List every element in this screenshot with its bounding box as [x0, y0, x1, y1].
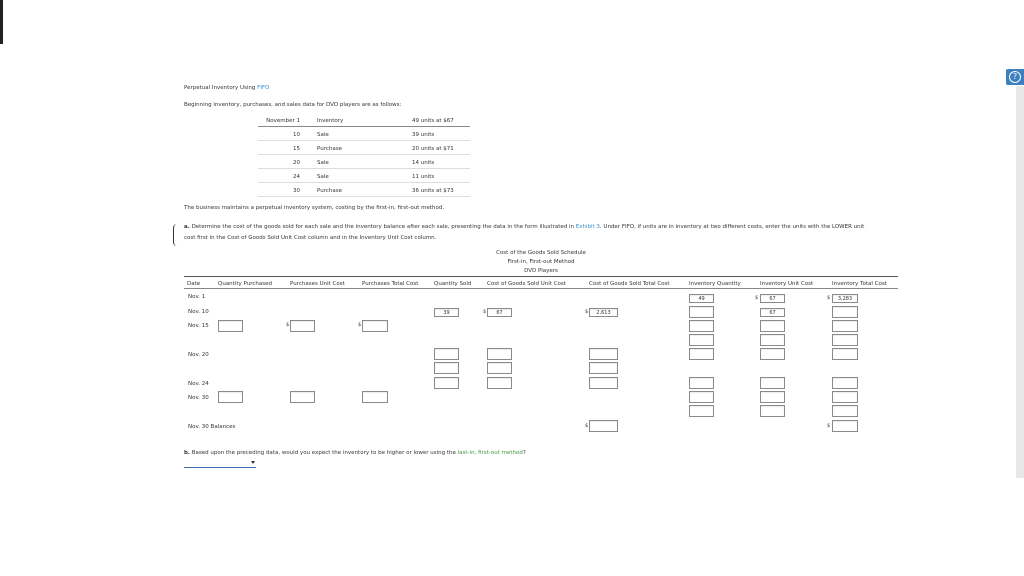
schedule-date: 24 [293, 174, 300, 180]
vertical-scrollbar[interactable] [1016, 86, 1024, 478]
col-cogs-total-cost: Cost of Goods Sold Total Cost [589, 281, 670, 287]
col-date: Date [187, 281, 201, 287]
col-purchases-total-cost: Purchases Total Cost [362, 281, 419, 287]
nov1-inventory-total-cost[interactable]: 3,283 [832, 294, 858, 303]
nov30-inventory-quantity-1[interactable] [689, 391, 714, 403]
part-a-instructions [184, 224, 864, 230]
row-label-nov15: Nov. 15 [188, 323, 209, 329]
balances-inventory-total-cost[interactable] [832, 420, 858, 432]
help-button[interactable] [1006, 69, 1024, 85]
col-purchases-unit-cost: Purchases Unit Cost [290, 281, 345, 287]
nov10-inventory-total-cost[interactable] [832, 306, 858, 318]
nov30-purchases-unit-cost[interactable] [290, 391, 315, 403]
problem-title-text: Perpetual Inventory Using [184, 85, 258, 91]
nov15-inventory-quantity-2[interactable] [689, 334, 714, 346]
table-title: Cost of the Goods Sold Schedule [496, 250, 586, 256]
lifo-link[interactable]: last-in, first-out method [457, 450, 523, 456]
schedule-type: Inventory [317, 118, 344, 124]
schedule-date: 30 [293, 188, 300, 194]
schedule-type: Sale [317, 132, 329, 138]
nov10-cogs-total-cost[interactable]: 2,613 [589, 308, 618, 317]
nov30-purchases-total-cost[interactable] [362, 391, 388, 403]
col-inventory-unit-cost: Inventory Unit Cost [760, 281, 814, 287]
nov24-quantity-sold[interactable] [434, 377, 459, 389]
higher-lower-dropdown[interactable] [184, 460, 256, 468]
part-b-question [184, 450, 526, 456]
nov20-inventory-total-cost-1[interactable] [832, 348, 858, 360]
dollar-sign: $ [755, 295, 759, 301]
balances-cogs-total-cost[interactable] [589, 420, 618, 432]
col-cogs-unit-cost: Cost of Goods Sold Unit Cost [487, 281, 566, 287]
nov1-inventory-unit-cost[interactable]: 67 [760, 294, 785, 303]
dollar-sign: $ [827, 295, 831, 301]
schedule-date: 15 [293, 146, 300, 152]
problem-title [184, 85, 269, 91]
nov10-inventory-quantity[interactable] [689, 306, 714, 318]
schedule-type: Sale [317, 160, 329, 166]
nov24-cogs-unit-cost[interactable] [487, 377, 512, 389]
nov20-cogs-total-cost-1[interactable] [589, 348, 618, 360]
nov24-inventory-unit-cost[interactable] [760, 377, 785, 389]
dollar-sign: $ [827, 423, 831, 429]
section-bracket [173, 224, 177, 246]
nov20-quantity-sold-2[interactable] [434, 362, 459, 374]
nov20-inventory-quantity-1[interactable] [689, 348, 714, 360]
part-b-text: Based upon the preceding data, would you expect the inventory to be higher or lower using the [191, 450, 458, 456]
nov30-inventory-unit-cost-1[interactable] [760, 391, 785, 403]
nov30-inventory-total-cost-2[interactable] [832, 405, 858, 417]
table-subtitle: First-in, First-out Method [507, 259, 575, 265]
nov20-cogs-unit-cost-1[interactable] [487, 348, 512, 360]
question-icon: ? [1009, 71, 1021, 83]
exhibit-link[interactable]: Exhibit 3 [575, 224, 600, 230]
table-product: DVD Players [524, 268, 558, 274]
nov15-purchases-unit-cost[interactable] [290, 320, 315, 332]
nov15-inventory-total-cost-2[interactable] [832, 334, 858, 346]
schedule-date: 10 [293, 132, 300, 138]
fifo-link[interactable]: FIFO [257, 85, 270, 91]
part-b-label: b. [184, 450, 191, 456]
nov10-cogs-unit-cost[interactable]: 67 [487, 308, 512, 317]
col-quantity-purchased: Quantity Purchased [218, 281, 272, 287]
dollar-sign: $ [358, 322, 362, 328]
col-quantity-sold: Quantity Sold [434, 281, 472, 287]
schedule-detail: 20 units at $71 [412, 146, 454, 152]
nov15-quantity-purchased[interactable] [218, 320, 243, 332]
nov15-inventory-quantity-1[interactable] [689, 320, 714, 332]
nov24-inventory-total-cost[interactable] [832, 377, 858, 389]
part-a-text: Determine the cost of the goods sold for each sale and the inventory balance after each sale, presenting the data in the form illustrated in [191, 224, 576, 230]
schedule-detail: 49 units at $67 [412, 118, 454, 124]
window-edge-marker [0, 0, 3, 44]
row-label-nov30: Nov. 30 [188, 395, 209, 401]
nov20-inventory-unit-cost-1[interactable] [760, 348, 785, 360]
system-note: The business maintains a perpetual inventory system, costing by the first-in, first-out method. [184, 205, 445, 211]
nov1-inventory-quantity[interactable]: 49 [689, 294, 714, 303]
nov15-inventory-total-cost-1[interactable] [832, 320, 858, 332]
part-a-label: a. [184, 224, 190, 230]
part-b-end: ? [522, 450, 526, 456]
nov20-cogs-unit-cost-2[interactable] [487, 362, 512, 374]
row-label-nov1: Nov. 1 [188, 294, 206, 300]
nov15-inventory-unit-cost-2[interactable] [760, 334, 785, 346]
schedule-date: November 1 [266, 118, 300, 124]
nov20-quantity-sold-1[interactable] [434, 348, 459, 360]
nov10-quantity-sold[interactable]: 39 [434, 308, 459, 317]
nov30-quantity-purchased[interactable] [218, 391, 243, 403]
col-inventory-quantity: Inventory Quantity [689, 281, 741, 287]
schedule-type: Purchase [317, 188, 342, 194]
schedule-detail: 39 units [412, 132, 435, 138]
nov15-purchases-total-cost[interactable] [362, 320, 388, 332]
schedule-detail: 36 units at $73 [412, 188, 454, 194]
dollar-sign: $ [585, 423, 589, 429]
row-label-nov24: Nov. 24 [188, 381, 209, 387]
row-label-nov10: Nov. 10 [188, 309, 209, 315]
nov30-inventory-unit-cost-2[interactable] [760, 405, 785, 417]
row-label-nov20: Nov. 20 [188, 352, 209, 358]
schedule-type: Purchase [317, 146, 342, 152]
schedule-detail: 11 units [412, 174, 435, 180]
nov15-inventory-unit-cost-1[interactable] [760, 320, 785, 332]
nov24-inventory-quantity[interactable] [689, 377, 714, 389]
schedule-date: 20 [293, 160, 300, 166]
dollar-sign: $ [585, 309, 589, 315]
part-a-text-cont: . Under FIFO, if units are in inventory at two different costs, enter the units with the LOWER unit [599, 224, 865, 230]
dollar-sign: $ [483, 309, 487, 315]
nov24-cogs-total-cost[interactable] [589, 377, 618, 389]
intro-text: Beginning inventory, purchases, and sales data for DVD players are as follows: [184, 102, 402, 108]
col-inventory-total-cost: Inventory Total Cost [832, 281, 887, 287]
part-a-instructions-line2: cost first in the Cost of Goods Sold Unit Cost column and in the Inventory Unit Cost column. [184, 235, 437, 241]
schedule-detail: 14 units [412, 160, 435, 166]
row-label-balances: Nov. 30 Balances [188, 424, 236, 430]
chevron-down-icon [251, 461, 255, 464]
nov10-inventory-unit-cost[interactable]: 67 [760, 308, 785, 317]
dollar-sign: $ [286, 322, 290, 328]
schedule-type: Sale [317, 174, 329, 180]
nov30-inventory-quantity-2[interactable] [689, 405, 714, 417]
nov30-inventory-total-cost-1[interactable] [832, 391, 858, 403]
nov20-cogs-total-cost-2[interactable] [589, 362, 618, 374]
